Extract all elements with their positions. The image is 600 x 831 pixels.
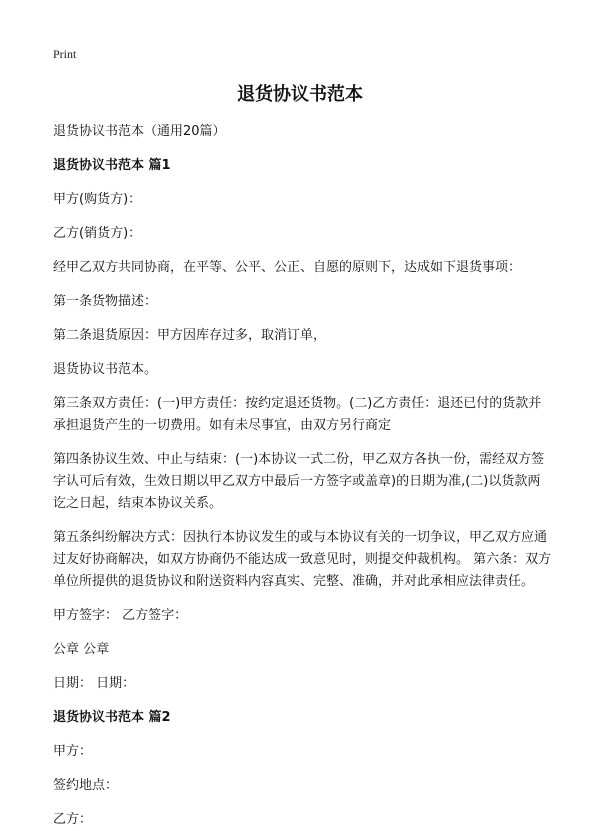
paragraph: 第四条协议生效、中止与结束：(一)本协议一式二份，甲乙双方各执一份，需经双方签字认可后有效，生效日期以甲乙双方中最后一方签字或盖章)的日期为准,(二)以货款两讫之日起，结束本协议关系。 xyxy=(53,452,545,511)
document-title: 退货协议书范本 xyxy=(237,84,363,105)
paragraph: 第五条纠纷解决方式：因执行本协议发生的或与本协议有关的一切争议，甲乙双方应通过友好协商解决，如双方协商仍不能达成一致意见时，则提交仲裁机构。 第六条：双方单位所提供的退货协议和附送资料内容真实、完整、准确，并对此承相应法律责任。 xyxy=(53,530,552,589)
paragraph: 第一条货物描述： xyxy=(53,294,158,309)
paragraph: 乙方(销货方)： xyxy=(53,226,142,241)
section-heading: 退货协议书范本 篇2 xyxy=(53,710,171,725)
seal-line: 公章 公章 xyxy=(53,642,110,657)
paragraph: 甲方(购货方)： xyxy=(53,192,142,207)
paragraph: 乙方： xyxy=(53,812,93,827)
paragraph: 第三条双方责任：(一)甲方责任：按约定退还货物。(二)乙方责任：退还已付的货款并承担退货产生的一切费用。如有未尽事宜，由双方另行商定 xyxy=(53,396,542,433)
paragraph: 退货协议书范本。 xyxy=(53,362,158,377)
section-heading: 退货协议书范本 篇1 xyxy=(53,158,171,173)
print-link[interactable]: Print xyxy=(53,47,77,61)
paragraph: 经甲乙双方共同协商，在平等、公平、公正、自愿的原则下，达成如下退货事项： xyxy=(53,260,522,275)
paragraph: 第二条退货原因：甲方因库存过多，取消订单， xyxy=(53,328,327,343)
paragraph: 签约地点： xyxy=(53,778,119,793)
document-body xyxy=(53,121,553,831)
document-subtitle: 退货协议书范本（通用20篇） xyxy=(53,124,226,139)
paragraph: 甲方： xyxy=(53,744,93,759)
date-line: 日期： 日期： xyxy=(53,676,136,691)
signature-line: 甲方签字： 乙方签字： xyxy=(53,608,188,623)
